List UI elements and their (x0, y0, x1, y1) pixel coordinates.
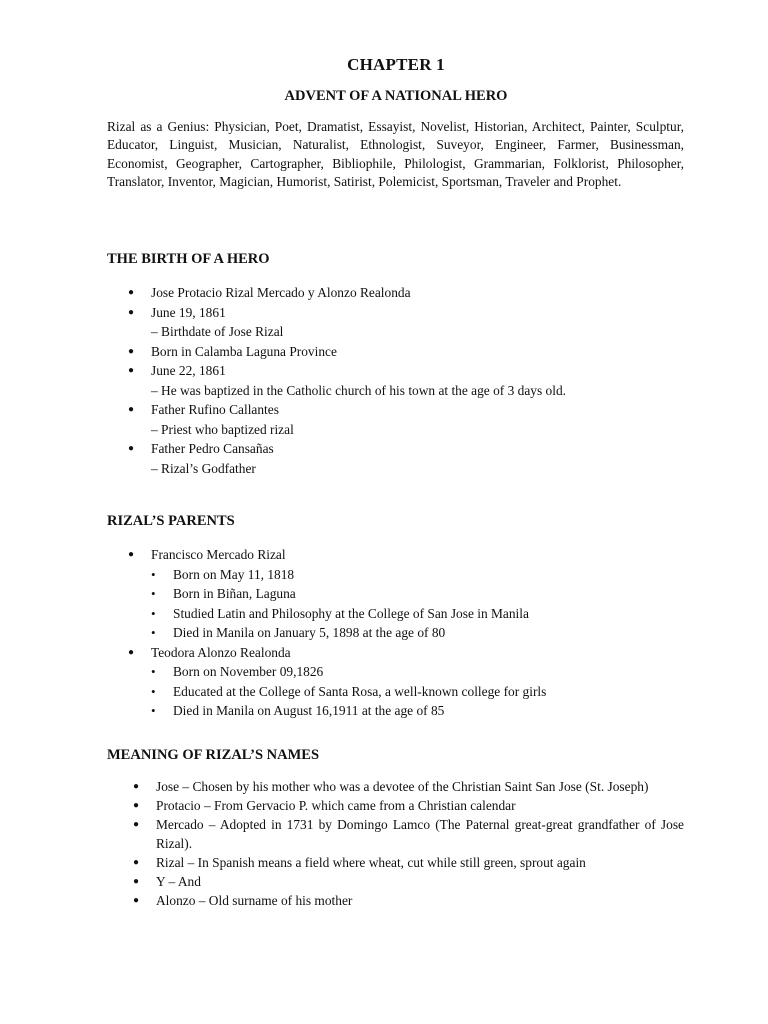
list-item-text: Jose Protacio Rizal Mercado y Alonzo Realonda (151, 285, 411, 300)
detail-item (151, 584, 546, 604)
list-item (0, 815, 684, 853)
list-item (0, 872, 684, 891)
bullet-icon: ● (128, 443, 135, 454)
parent-name: Teodora Alonzo Realonda (151, 644, 291, 660)
list-item-text: Alonzo – Old surname of his mother (156, 893, 353, 908)
intro-paragraph: Rizal as a Genius: Physician, Poet, Dramatist, Essayist, Novelist, Historian, Architect, Painter, Sculptur, Educator, Linguist, Musician, Naturalist, Ethnologist, Suveyor, Engineer, Farmer, Businessman, Economist, Geographer, Cartographer, Bibliophile, Philologist, Grammarian, Folklorist, Philosopher, Translator, Inventor, Magician, Humorist, Satirist, Polemicist, Sportsman, Traveler and Prophet. (107, 119, 684, 189)
list-item-text: June 19, 1861 (151, 304, 226, 320)
list-item (0, 777, 684, 796)
list-item-text: Born in Calamba Laguna Province (151, 343, 337, 359)
detail-item (151, 623, 546, 643)
detail-item (151, 662, 546, 682)
birth-list (0, 283, 566, 478)
dot-icon: • (151, 605, 156, 621)
list-item-subtext: – Priest who baptized rizal (151, 421, 294, 437)
detail-text: Studied Latin and Philosophy at the College of San Jose in Manila (173, 605, 529, 621)
section-heading-parents: RIZAL’S PARENTS (107, 513, 235, 529)
bullet-icon: ● (133, 781, 140, 792)
dot-icon: • (151, 625, 156, 640)
detail-text: Born in Biñan, Laguna (173, 586, 296, 601)
chapter-title: CHAPTER 1 (347, 55, 445, 74)
names-list (0, 777, 684, 910)
dot-icon: • (151, 586, 156, 601)
parents-list (0, 545, 546, 721)
detail-text: Born on May 11, 1818 (173, 566, 295, 582)
dot-icon: • (151, 703, 156, 718)
bullet-icon: ● (128, 549, 135, 560)
section-heading-names: MEANING OF RIZAL’S NAMES (107, 747, 320, 763)
bullet-icon: ● (133, 857, 140, 868)
bullet-icon: ● (128, 287, 135, 298)
list-item (0, 283, 566, 303)
detail-item (151, 604, 546, 624)
list-item-text: Y – And (156, 874, 201, 889)
list-item-text: Protacio – From Gervacio P. which came from a Christian calendar (156, 798, 516, 813)
list-item (0, 303, 566, 342)
bullet-icon: ● (128, 404, 135, 415)
detail-text: Died in Manila on August 16,1911 at the age of 85 (173, 703, 445, 718)
list-item-text: Father Pedro Cansañas (151, 441, 274, 456)
list-item (0, 796, 684, 815)
detail-text: Died in Manila on January 5, 1898 at the age of 80 (173, 625, 446, 640)
section-heading-birth: THE BIRTH OF A HERO (107, 251, 270, 267)
list-item-text: Mercado – Adopted in 1731 by Domingo Lamco (The Paternal great-great grandfather of Jose Rizal). (156, 817, 684, 851)
chapter-subtitle: ADVENT OF A NATIONAL HERO (284, 88, 508, 104)
list-item (0, 342, 566, 362)
bullet-icon: ● (133, 876, 140, 887)
bullet-icon: ● (128, 646, 135, 658)
list-item (0, 361, 566, 400)
detail-item (151, 682, 546, 702)
dot-icon: • (151, 566, 156, 582)
dot-icon: • (151, 683, 156, 699)
list-item-subtext: – Birthdate of Jose Rizal (151, 324, 284, 339)
parent-name: Francisco Mercado Rizal (151, 547, 286, 562)
list-item (0, 891, 684, 910)
father-details (151, 565, 546, 643)
list-item-subtext: – Rizal’s Godfather (151, 460, 256, 476)
list-item-text: Jose – Chosen by his mother who was a devotee of the Christian Saint San Jose (St. Joseph) (156, 779, 649, 794)
list-item-text: Rizal – In Spanish means a field where wheat, cut while still green, sprout again (156, 855, 586, 870)
mother-details (151, 662, 546, 721)
bullet-icon: ● (133, 895, 140, 906)
detail-item (151, 565, 546, 585)
list-item-subtext: – He was baptized in the Catholic church of his town at the age of 3 days old. (151, 382, 566, 398)
detail-text: Educated at the College of Santa Rosa, a well-known college for girls (173, 683, 547, 699)
bullet-icon: ● (133, 819, 140, 830)
detail-item (151, 701, 546, 721)
dot-icon: • (151, 664, 156, 679)
bullet-icon: ● (128, 306, 135, 318)
list-item-father (0, 545, 546, 643)
list-item (0, 439, 566, 478)
bullet-icon: ● (128, 365, 135, 376)
bullet-icon: ● (133, 800, 140, 811)
bullet-icon: ● (128, 345, 135, 357)
list-item-mother (0, 643, 546, 721)
detail-text: Born on November 09,1826 (173, 664, 324, 679)
list-item-text: June 22, 1861 (151, 363, 226, 378)
list-item-text: Father Rufino Callantes (151, 402, 279, 417)
list-item (0, 400, 566, 439)
list-item (0, 853, 684, 872)
